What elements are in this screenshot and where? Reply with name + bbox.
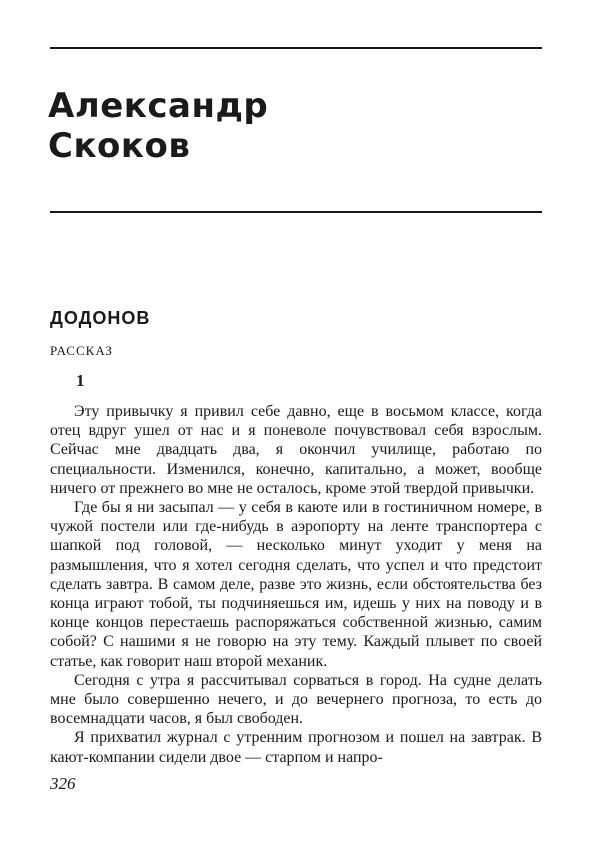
chapter-number: 1 <box>76 371 85 390</box>
paragraph: Сегодня с утра я рассчитывал сорваться в город. На судне делать мне было совершенно нечего, и до вечернего прогноза, то есть до восемнадцати часов, я был свободен. <box>50 671 542 728</box>
author-name <box>48 86 268 166</box>
paragraph: Эту привычку я привил себе давно, еще в восьмом классе, когда отец вдруг ушел от нас и я поневоле почувствовал себя взрослым. Сейчас мне двадцать два, я окончил училище, работаю по специальности. Изменился, конечно, капитально, а может, вообще ничего от прежнего во мне не осталось, кроме этой твердой привычки. <box>50 403 542 497</box>
story-genre: РАССКАЗ <box>50 343 113 358</box>
top-rule <box>50 47 542 49</box>
paragraph: Где бы я ни засыпал — у себя в каюте или в гостиничном номере, в чужой постели или где-нибудь в аэропорту на ленте транспортера с шапкой под головой, — несколько минут уходит у меня на размышления, что я хотел сегодня сделать, что успел и что предстоит сделать завтра. В самом деле, разве это жизнь, если обстоятельства без конца играют тобой, ты подчиняешься им, идешь у них на поводу и в конце концов перестаешь распоряжаться собственной жизнью, самим собой? С нашими я не говорю на эту тему. Каждый плывет по своей статье, как говорит наш второй механик. <box>50 499 542 670</box>
paragraph: Я прихватил журнал с утренним прогнозом и пошел на завтрак. В кают-компании сидели двое — старпом и напро- <box>50 729 542 766</box>
section-rule <box>50 211 542 213</box>
story-title: ДОДОНОВ <box>50 308 151 328</box>
author-last-name: Скоков <box>48 126 191 166</box>
page-number: 326 <box>50 774 76 793</box>
story-body <box>50 402 542 767</box>
author-first-name: Александр <box>48 86 269 126</box>
